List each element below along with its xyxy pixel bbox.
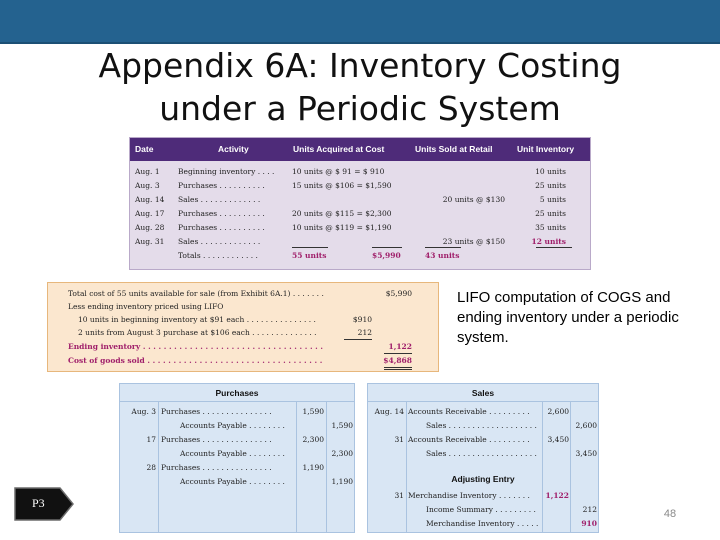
lifo-computation-box xyxy=(47,282,439,372)
entry-account: Accounts Receivable . . . . . . . . . xyxy=(408,407,530,416)
badge-label: P3 xyxy=(32,496,45,510)
computation-value: 212 xyxy=(357,328,372,337)
computation-value: 1,122 xyxy=(388,342,412,351)
header-activity: Activity xyxy=(218,144,249,154)
title-line-1: Appendix 6A: Inventory Costing xyxy=(98,46,622,85)
row-date: Aug. 31 xyxy=(135,237,165,246)
underline xyxy=(425,247,461,248)
journal-row xyxy=(368,504,598,518)
entry-date: Aug. 14 xyxy=(374,407,404,416)
row-sold: 23 units @ $150 xyxy=(442,237,505,246)
row-inventory: 35 units xyxy=(535,223,566,232)
totals-label: Totals . . . . . . . . . . . . xyxy=(178,251,258,260)
p3-badge[interactable] xyxy=(14,487,74,521)
entry-debit: 2,600 xyxy=(547,407,569,416)
entry-credit: 1,190 xyxy=(331,477,353,486)
journal-row xyxy=(120,420,354,434)
entry-account: Accounts Payable . . . . . . . . xyxy=(180,449,285,458)
computation-line xyxy=(48,341,438,354)
totals-row xyxy=(130,250,590,264)
table-row xyxy=(130,222,590,236)
entry-account: Purchases . . . . . . . . . . . . . . . xyxy=(161,463,272,472)
table-row xyxy=(130,166,590,180)
journal-row xyxy=(120,462,354,476)
table-row xyxy=(130,194,590,208)
entry-credit: 1,590 xyxy=(331,421,353,430)
row-date: Aug. 14 xyxy=(135,195,165,204)
row-inventory: 12 units xyxy=(531,237,566,246)
computation-line xyxy=(48,314,438,327)
computation-label: Total cost of 55 units available for sale (from Exhibit 6A.1) . . . . . . . xyxy=(68,289,324,298)
row-inventory: 10 units xyxy=(535,167,566,176)
entry-date: Aug. 3 xyxy=(131,407,156,416)
entry-account: Merchandise Inventory . . . . . xyxy=(426,519,539,528)
header-sold: Units Sold at Retail xyxy=(415,144,493,154)
computation-label: Less ending inventory priced using LIFO xyxy=(68,302,224,311)
computation-label: Ending inventory . . . . . . . . . . . . . . . . . . . . . . . . . . . . . . . . . . . xyxy=(68,342,324,351)
entry-date: 31 xyxy=(394,491,404,500)
entry-debit: 1,590 xyxy=(302,407,324,416)
row-inventory: 25 units xyxy=(535,181,566,190)
journal-row xyxy=(120,434,354,448)
entry-credit: 910 xyxy=(581,519,597,528)
row-date: Aug. 28 xyxy=(135,223,165,232)
journal-row xyxy=(368,420,598,434)
entry-credit: 3,450 xyxy=(575,449,597,458)
header-bar xyxy=(0,0,720,44)
table-row xyxy=(130,208,590,222)
journal-row xyxy=(368,518,598,532)
row-acquired: 10 units @ $119 = $1,190 xyxy=(292,223,392,232)
entry-account: Accounts Receivable . . . . . . . . . xyxy=(408,435,530,444)
journal-title: Purchases xyxy=(120,384,354,402)
row-activity: Purchases . . . . . . . . . . xyxy=(178,181,265,190)
entry-account: Merchandise Inventory . . . . . . . xyxy=(408,491,530,500)
entry-date: 17 xyxy=(146,435,156,444)
underline xyxy=(384,367,412,368)
entry-account: Purchases . . . . . . . . . . . . . . . xyxy=(161,435,272,444)
entry-debit: 1,122 xyxy=(545,491,569,500)
entry-credit: 2,600 xyxy=(575,421,597,430)
row-date: Aug. 3 xyxy=(135,181,160,190)
journal-row xyxy=(120,476,354,490)
row-activity: Beginning inventory . . . . xyxy=(178,167,275,176)
underline xyxy=(384,369,412,370)
row-activity: Purchases . . . . . . . . . . xyxy=(178,209,265,218)
journal-row xyxy=(120,406,354,420)
header-inventory: Unit Inventory xyxy=(517,144,575,154)
header-acquired: Units Acquired at Cost xyxy=(293,144,385,154)
entry-account: Sales . . . . . . . . . . . . . . . . . . . xyxy=(426,421,537,430)
totals-units: 55 units xyxy=(292,251,327,260)
entry-account: Accounts Payable . . . . . . . . xyxy=(180,477,285,486)
table-row xyxy=(130,236,590,250)
entry-debit: 3,450 xyxy=(547,435,569,444)
journal-row xyxy=(368,448,598,462)
computation-label: 2 units from August 3 purchase at $106 each . . . . . . . . . . . . . . xyxy=(78,328,317,337)
sales-journal xyxy=(367,383,599,533)
underline xyxy=(372,247,402,248)
slide-title xyxy=(90,44,630,130)
totals-cost: $5,990 xyxy=(372,251,401,260)
entry-date: 31 xyxy=(394,435,404,444)
computation-label: 10 units in beginning inventory at $91 each . . . . . . . . . . . . . . . xyxy=(78,315,316,324)
journal-row xyxy=(368,490,598,504)
entry-credit: 212 xyxy=(582,505,597,514)
underline xyxy=(344,339,372,340)
row-activity: Purchases . . . . . . . . . . xyxy=(178,223,265,232)
journal-row xyxy=(120,448,354,462)
header-date: Date xyxy=(135,144,154,154)
underline xyxy=(384,353,412,354)
computation-value: $5,990 xyxy=(385,289,412,298)
title-line-2: under a Periodic System xyxy=(159,89,561,128)
row-acquired: 15 units @ $106 = $1,590 xyxy=(292,181,392,190)
entry-debit: 1,190 xyxy=(302,463,324,472)
row-date: Aug. 1 xyxy=(135,167,160,176)
journal-entries xyxy=(119,383,604,533)
entry-account: Purchases . . . . . . . . . . . . . . . xyxy=(161,407,272,416)
row-inventory: 25 units xyxy=(535,209,566,218)
row-acquired: 20 units @ $115 = $2,300 xyxy=(292,209,392,218)
entry-account: Accounts Payable . . . . . . . . xyxy=(180,421,285,430)
journal-row xyxy=(368,434,598,448)
row-sold: 20 units @ $130 xyxy=(442,195,505,204)
entry-account: Sales . . . . . . . . . . . . . . . . . . . xyxy=(426,449,537,458)
purchases-journal xyxy=(119,383,355,533)
description-text: LIFO computation of COGS and ending inventory under a periodic system. xyxy=(457,289,679,346)
underline xyxy=(536,247,572,248)
entry-date: 28 xyxy=(146,463,156,472)
journal-title: Sales xyxy=(368,384,598,402)
journal-row xyxy=(368,406,598,420)
computation-line xyxy=(48,355,438,368)
entry-debit: 2,300 xyxy=(302,435,324,444)
totals-sold: 43 units xyxy=(425,251,460,260)
computation-line xyxy=(48,301,438,314)
computation-line xyxy=(48,327,438,340)
table-row xyxy=(130,180,590,194)
computation-label: Cost of goods sold . . . . . . . . . . . . . . . . . . . . . . . . . . . . . . . . . . xyxy=(68,356,323,365)
computation-value: $910 xyxy=(352,315,372,324)
adjusting-entry-title: Adjusting Entry xyxy=(451,474,515,484)
row-activity: Sales . . . . . . . . . . . . . xyxy=(178,237,261,246)
page-number: 48 xyxy=(663,508,677,520)
row-inventory: 5 units xyxy=(539,195,566,204)
computation-line xyxy=(48,288,438,301)
row-date: Aug. 17 xyxy=(135,209,165,218)
row-acquired: 10 units @ $ 91 = $ 910 xyxy=(292,167,385,176)
inventory-activity-table xyxy=(129,137,591,270)
table-header xyxy=(130,138,590,161)
entry-credit: 2,300 xyxy=(331,449,353,458)
underline xyxy=(292,247,328,248)
computation-value: $4,868 xyxy=(383,356,412,365)
row-activity: Sales . . . . . . . . . . . . . xyxy=(178,195,261,204)
entry-account: Income Summary . . . . . . . . . xyxy=(426,505,536,514)
